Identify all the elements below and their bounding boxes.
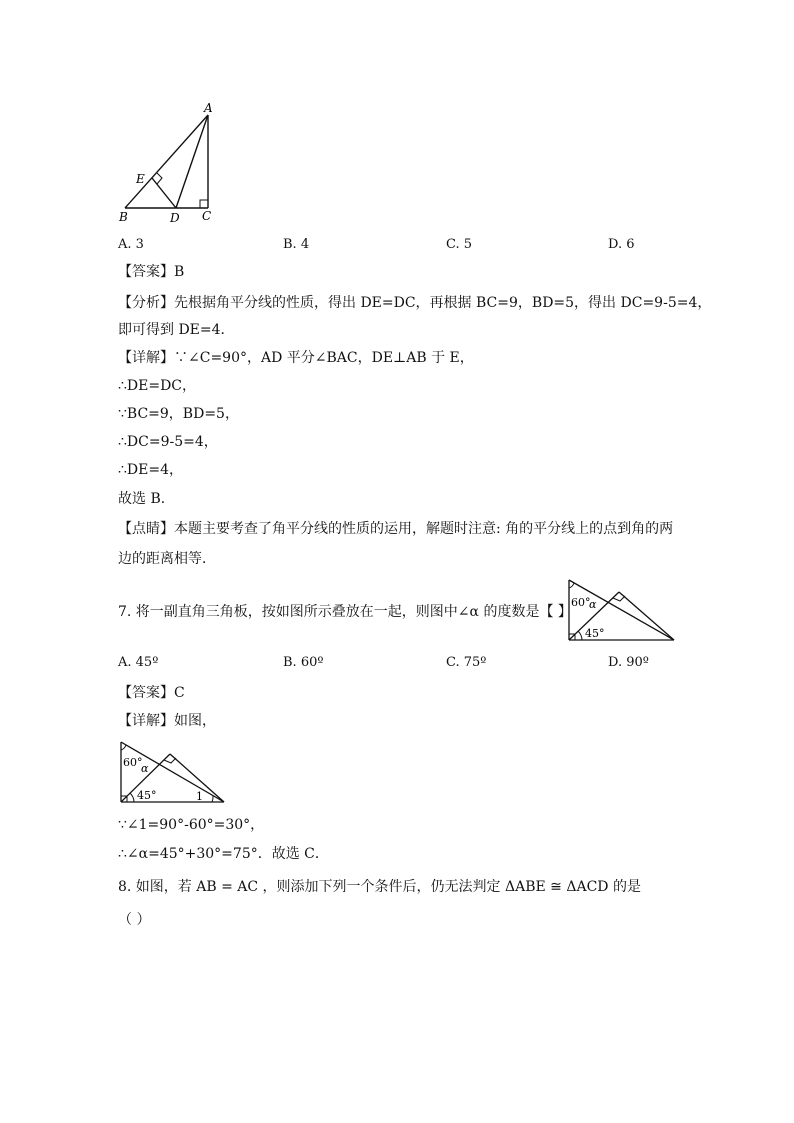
q7-answer: 【答案】C <box>118 685 185 701</box>
q6-label-b: B <box>119 210 128 224</box>
q7-solution-figure <box>116 738 228 808</box>
q6-label-a: A <box>204 101 213 115</box>
q6-detail-line4: ∴DC=9-5=4， <box>118 434 218 450</box>
q7-sol-label-alpha: α <box>141 762 149 775</box>
q6-detail-line3: ∵BC=9，BD=5， <box>118 406 239 422</box>
q7-option-d: D. 90º <box>608 655 649 670</box>
q6-answer: 【答案】B <box>118 264 185 280</box>
q6-detail-line1: 【详解】∵∠C=90°，AD 平分∠BAC，DE⊥AB 于 E， <box>118 350 474 366</box>
q7-label-60: 60° <box>571 596 591 609</box>
q7-option-b: B. 60º <box>283 655 324 670</box>
q7-sol-label-1: 1 <box>196 790 203 803</box>
q6-comment-line1: 【点睛】本题主要考查了角平分线的性质的运用，解题时注意: 角的平分线上的点到角的两 <box>118 521 674 537</box>
q7-step1: ∵∠1=90°-60°=30°， <box>118 817 265 833</box>
q6-detail-line6: 故选 B． <box>118 491 175 507</box>
q7-detail-intro: 【详解】如图， <box>118 713 216 729</box>
q6-option-c: C. 5 <box>446 237 473 252</box>
q6-analysis-line1: 【分析】先根据角平分线的性质，得出 DE=DC，再根据 BC=9，BD=5，得出 DC=9-5=4， <box>118 295 712 311</box>
q8-question: 8. 如图，若 AB = AC ，则添加下列一个条件后，仍无法判定 ΔABE ≅ ΔACD 的是 <box>118 879 641 895</box>
q6-detail-line5: ∴DE=4， <box>118 462 183 478</box>
q6-option-b: B. 4 <box>283 237 310 252</box>
q6-label-d: D <box>170 211 180 225</box>
q6-analysis-line2: 即可得到 DE=4． <box>118 322 235 338</box>
q6-option-d: D. 6 <box>608 237 635 252</box>
q7-step2: ∴∠α=45°+30°=75°．故选 C． <box>118 846 329 862</box>
q7-question: 7. 将一副直角三角板，按如图所示叠放在一起，则图中∠α 的度数是【 】 <box>118 604 572 620</box>
q7-option-a: A. 45º <box>118 655 159 670</box>
q6-label-c: C <box>202 209 212 223</box>
q7-label-alpha: α <box>589 598 597 611</box>
q7-label-45: 45° <box>585 627 605 640</box>
q8-answer-blank: （ ） <box>118 912 151 928</box>
q7-set-squares-figure <box>564 576 678 646</box>
q6-detail-line2: ∴DE=DC， <box>118 378 197 394</box>
q7-sol-label-60: 60° <box>123 756 143 769</box>
q6-triangle-figure <box>112 96 222 228</box>
q7-option-c: C. 75º <box>446 655 487 670</box>
q7-sol-label-45: 45° <box>137 789 157 802</box>
q6-label-e: E <box>136 172 145 186</box>
q6-comment-line2: 边的距离相等． <box>118 551 216 567</box>
q6-option-a: A. 3 <box>118 237 144 252</box>
